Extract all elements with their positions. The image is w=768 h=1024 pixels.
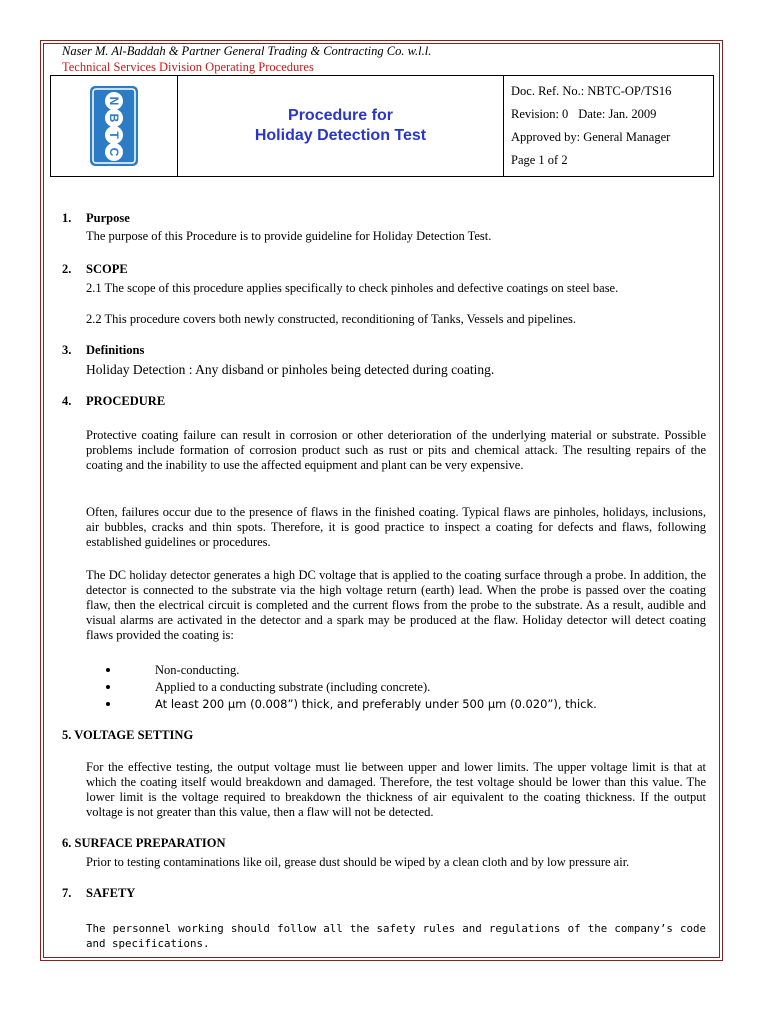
document-title-line2: Holiday Detection Test bbox=[254, 127, 427, 144]
document-title-line1: Procedure for bbox=[288, 107, 393, 124]
voltage-text: For the effective testing, the output voltage must lie between upper and lower limits. The upper voltage limit is that at which the coating itself would breakdown and damaged. Therefore, the test voltage should be lower than this value. The lower limit is the voltage required to breakdown the thickness of air equivalent to the coating thickness. If the output voltage is not greater than this value, then a flaw will not be detected. bbox=[86, 760, 706, 819]
company-name: Naser M. Al-Baddah & Partner General Trading & Contracting Co. w.l.l. bbox=[62, 44, 432, 58]
section-scope-heading: 2. SCOPE bbox=[62, 262, 128, 276]
section-safety-heading: 7. SAFETY bbox=[62, 886, 136, 900]
section-voltage-heading: 5. VOLTAGE SETTING bbox=[62, 728, 194, 742]
surface-text: Prior to testing contaminations like oil, grease dust should be wiped by a clean cloth and by low pressure air. bbox=[86, 855, 630, 869]
date: Date: Jan. 2009 bbox=[578, 107, 657, 121]
page-border bbox=[40, 40, 723, 961]
scope-text-2: 2.2 This procedure covers both newly constructed, reconditioning of Tanks, Vessels and pipelines. bbox=[86, 312, 576, 326]
division-name: Technical Services Division Operating Procedures bbox=[62, 60, 314, 74]
svg-text:N: N bbox=[107, 96, 121, 106]
purpose-text: The purpose of this Procedure is to provide guideline for Holiday Detection Test. bbox=[86, 229, 492, 243]
page-number: Page 1 of 2 bbox=[511, 153, 568, 167]
procedure-paragraph-1: Protective coating failure can result in corrosion or other deterioration of the underlying material or substrate. Possible problems include formation of corrosion product such as rust or pits and chemical attack. The resulting repairs of the coating and the inability to use the affected equipment and plant can be very expensive. bbox=[86, 428, 706, 472]
section-surface-heading: 6. SURFACE PREPARATION bbox=[62, 836, 226, 850]
bullet-icon bbox=[106, 685, 110, 689]
title-cell bbox=[178, 76, 504, 177]
svg-text:C: C bbox=[107, 147, 121, 157]
approved-by: Approved by: General Manager bbox=[511, 130, 671, 144]
svg-text:T: T bbox=[107, 131, 121, 139]
procedure-paragraph-3: The DC holiday detector generates a high DC voltage that is applied to the coating surface through a probe. In addition, the detector is connected to the substrate via the high voltage return (earth) lead. When the probe is passed over the coating flaw, then the electrical circuit is completed and the current flows from the probe to the substrate. As a result, audible and visual alarms are activated in the detector and a spark may be produced at the flaw. Holiday detector will detect coating flaws provided the coating is: bbox=[86, 568, 706, 642]
revision-date-line bbox=[511, 103, 713, 126]
procedure-paragraph-2: Often, failures occur due to the presence of flaws in the finished coating. Typical flaws are pinholes, holidays, inclusions, air bubbles, cracks and thin spots. Therefore, it is good practice to inspect a coating for defects and flaws, following established guidelines or procedures. bbox=[86, 505, 706, 549]
bullet-icon bbox=[106, 668, 110, 672]
safety-text: The personnel working should follow all the safety rules and regulations of the company’s code and specifications. bbox=[86, 922, 706, 950]
section-definitions-heading: 3. Definitions bbox=[62, 343, 145, 357]
bullet-icon bbox=[106, 702, 110, 706]
definition-text: Holiday Detection : Any disband or pinholes being detected during coating. bbox=[86, 362, 495, 377]
scope-text-1: 2.1 The scope of this procedure applies specifically to check pinholes and defective coatings on steel base. bbox=[86, 281, 619, 295]
section-procedure-heading: 4. PROCEDURE bbox=[62, 394, 166, 408]
section-purpose-heading: 1. Purpose bbox=[62, 211, 130, 225]
revision: Revision: 0 bbox=[511, 107, 569, 121]
doc-ref: Doc. Ref. No.: NBTC-OP/TS16 bbox=[511, 84, 672, 98]
svg-text:B: B bbox=[107, 113, 121, 123]
document-header-table bbox=[50, 75, 714, 177]
nbtc-logo-icon bbox=[89, 85, 139, 167]
document-meta-cell bbox=[504, 76, 714, 177]
logo-cell bbox=[51, 76, 178, 177]
